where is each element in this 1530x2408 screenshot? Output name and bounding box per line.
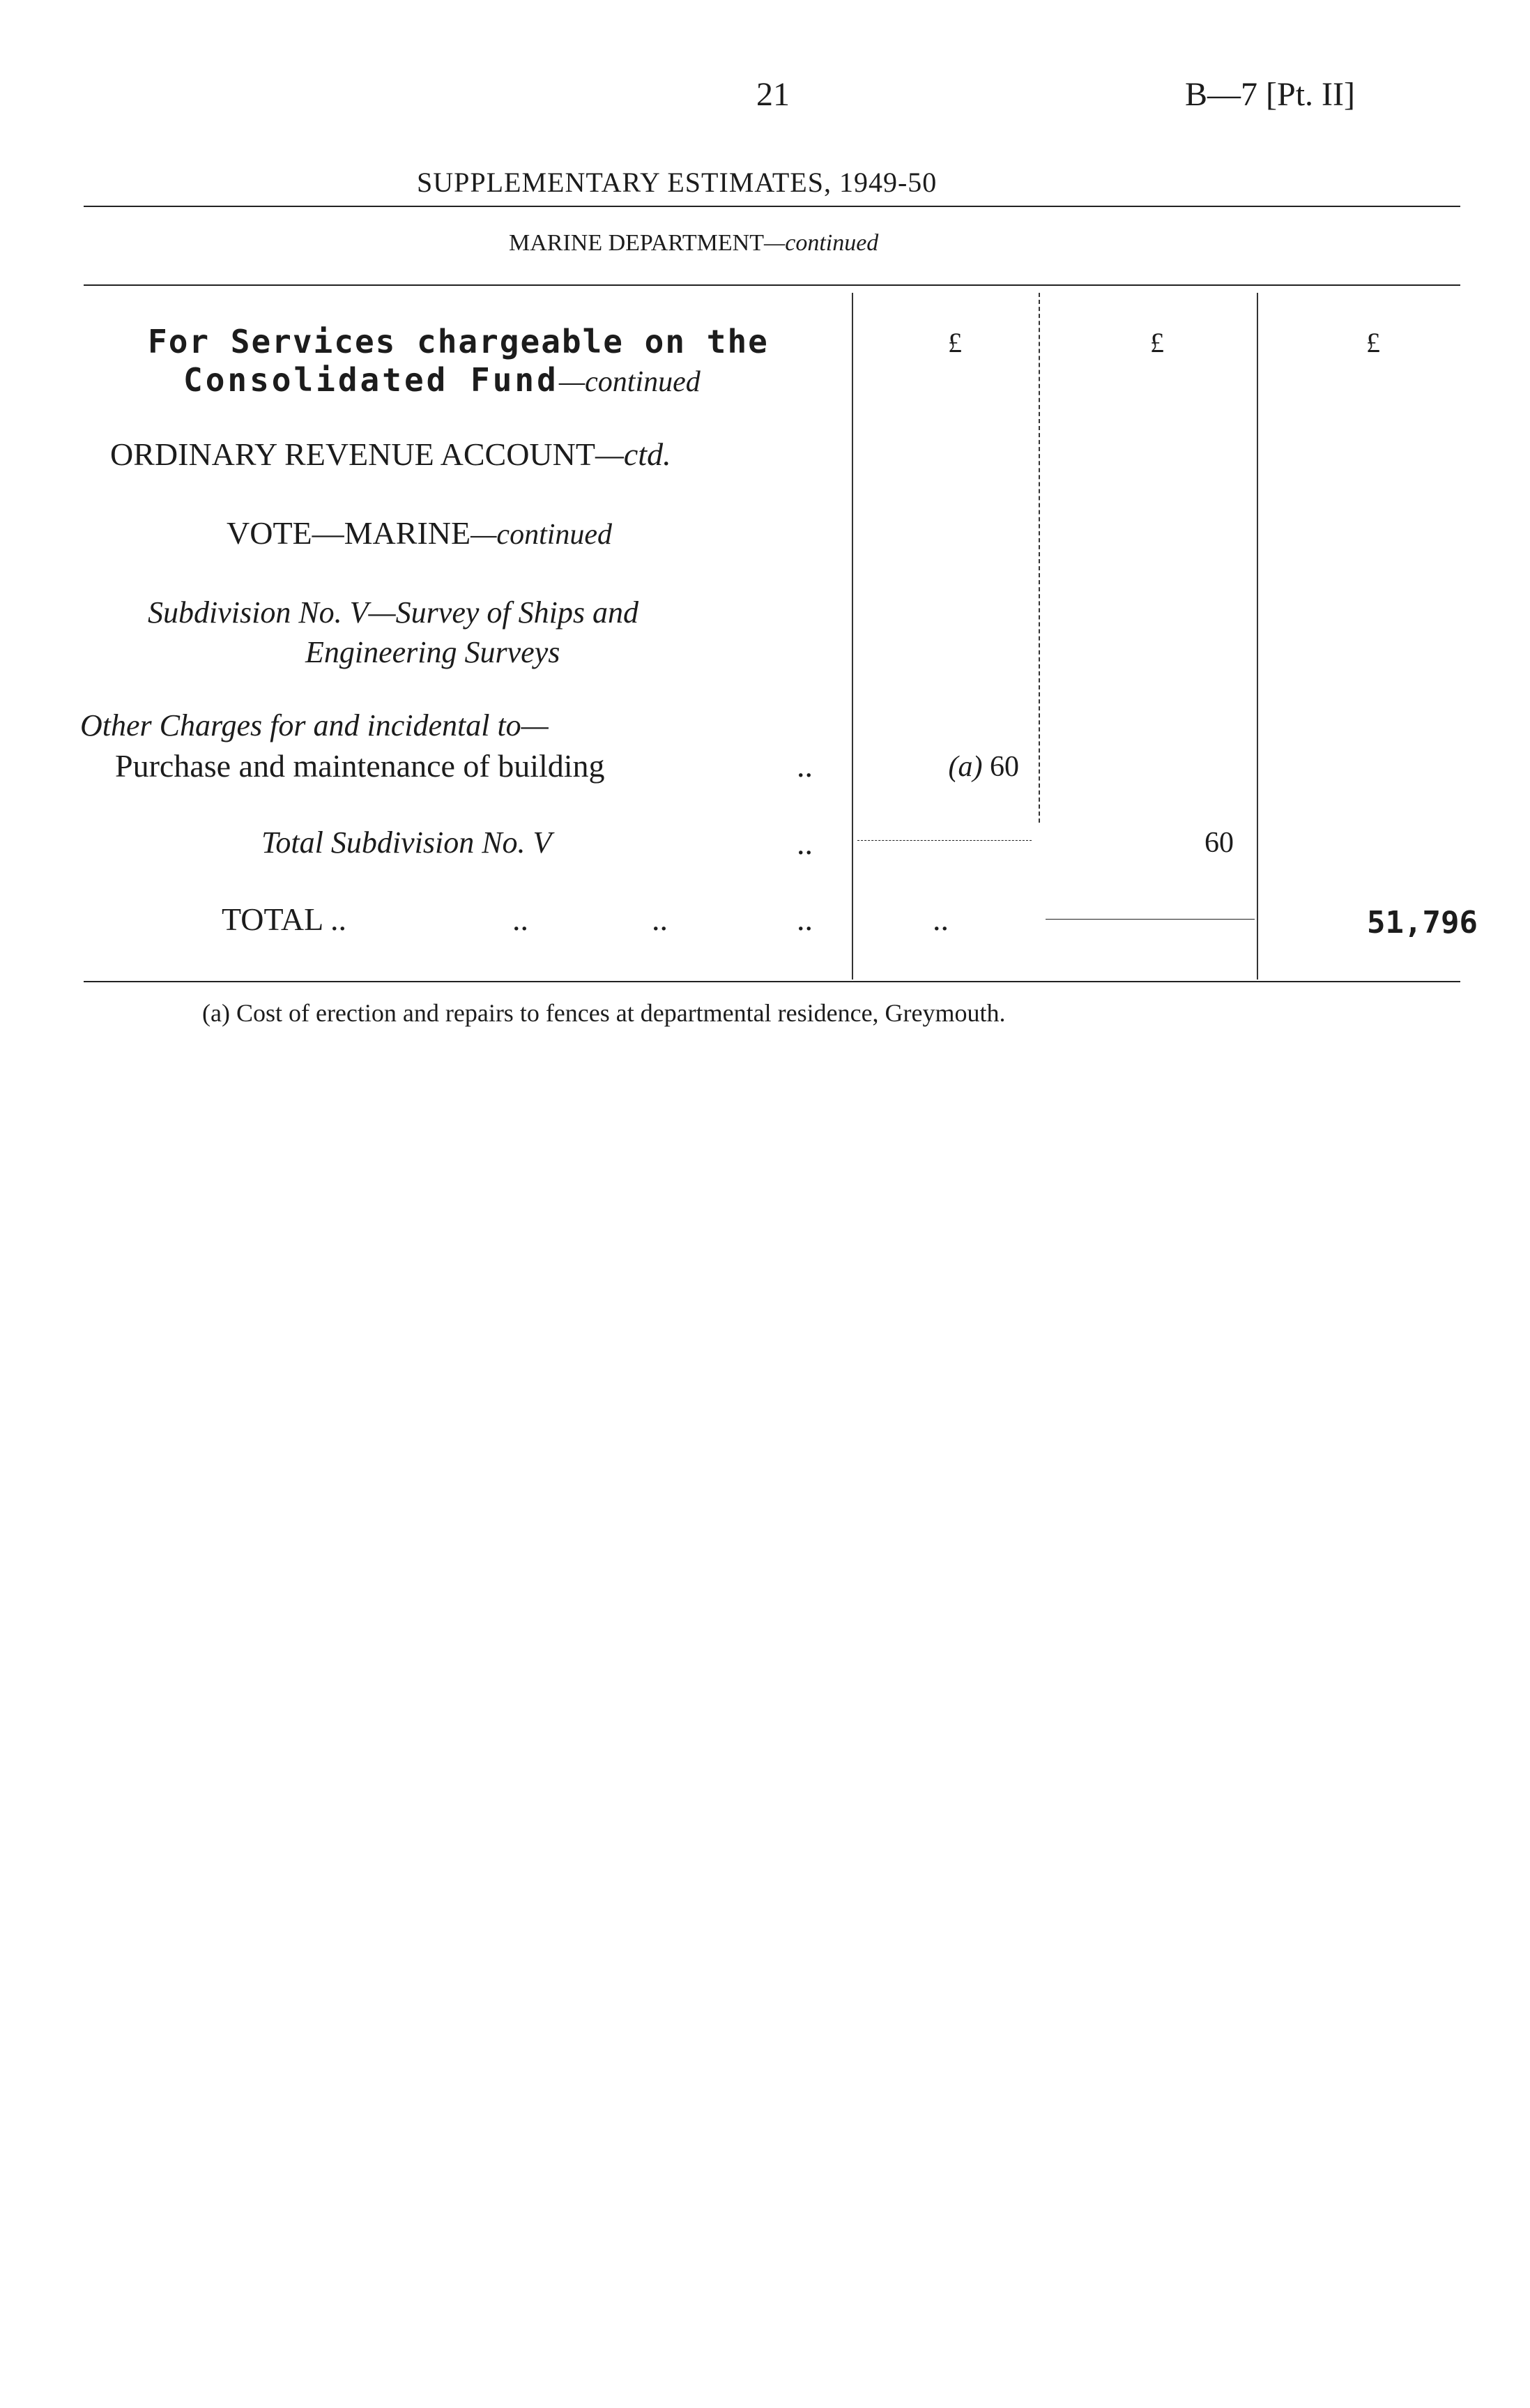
currency-header-3: £	[1366, 327, 1380, 358]
currency-header-1: £	[948, 327, 962, 358]
subtotal-rule	[857, 840, 1032, 841]
subdivision-heading-line2: Engineering Surveys	[305, 635, 560, 669]
page-number: 21	[756, 76, 790, 113]
item-label: Purchase and maintenance of building	[115, 748, 605, 784]
vote-suffix: —continued	[471, 519, 613, 551]
vote-heading	[227, 515, 612, 551]
total-subdivision-label: Total Subdivision No. V	[261, 825, 552, 860]
total-subdivision-leader: ..	[797, 825, 813, 861]
services-heading-line1: For Services chargeable on the	[148, 323, 769, 360]
total-label: TOTAL ..	[222, 901, 347, 937]
column-rule-3	[1257, 293, 1258, 980]
department-heading	[509, 230, 878, 257]
total-leader-3: ..	[797, 901, 813, 937]
total-amount: 51,796	[1367, 905, 1478, 940]
item-amount: 60	[990, 751, 1019, 783]
paper-reference: B—7 [Pt. II]	[1185, 76, 1355, 113]
currency-header-2: £	[1150, 327, 1164, 358]
document-title: SUPPLEMENTARY ESTIMATES, 1949-50	[417, 167, 938, 198]
footnote: (a) Cost of erection and repairs to fences at departmental residence, Greymouth.	[202, 999, 1006, 1027]
account-main: ORDINARY REVENUE ACCOUNT	[110, 436, 595, 472]
footnote-ref: (a)	[948, 751, 983, 783]
vote-main: VOTE—MARINE	[227, 515, 471, 551]
consolidated-fund: Consolidated Fund	[183, 361, 559, 399]
services-heading-line2	[183, 361, 701, 399]
total-subdivision-amount: 60	[1204, 827, 1234, 859]
subdivision-heading-line1: Subdivision No. V—Survey of Ships and	[148, 595, 638, 630]
title-rule	[84, 206, 1460, 207]
total-leader-1: ..	[512, 901, 528, 937]
item-amount-cell	[885, 750, 1019, 784]
other-charges-heading: Other Charges for and incidental to—	[80, 708, 549, 742]
account-suffix: —ctd.	[595, 436, 671, 472]
total-leader-2: ..	[652, 901, 668, 937]
table-top-rule	[84, 284, 1460, 286]
item-leader: ..	[797, 748, 813, 784]
total-rule	[1046, 919, 1255, 920]
column-rule-2	[1039, 293, 1040, 823]
total-col1-leader: ..	[933, 901, 949, 937]
account-heading	[110, 436, 671, 473]
department-suffix: —continued	[764, 230, 879, 256]
table-bottom-rule	[84, 981, 1460, 982]
department-main: MARINE DEPARTMENT	[509, 230, 764, 256]
services-suffix: —continued	[558, 366, 701, 398]
column-rule-1	[852, 293, 853, 980]
